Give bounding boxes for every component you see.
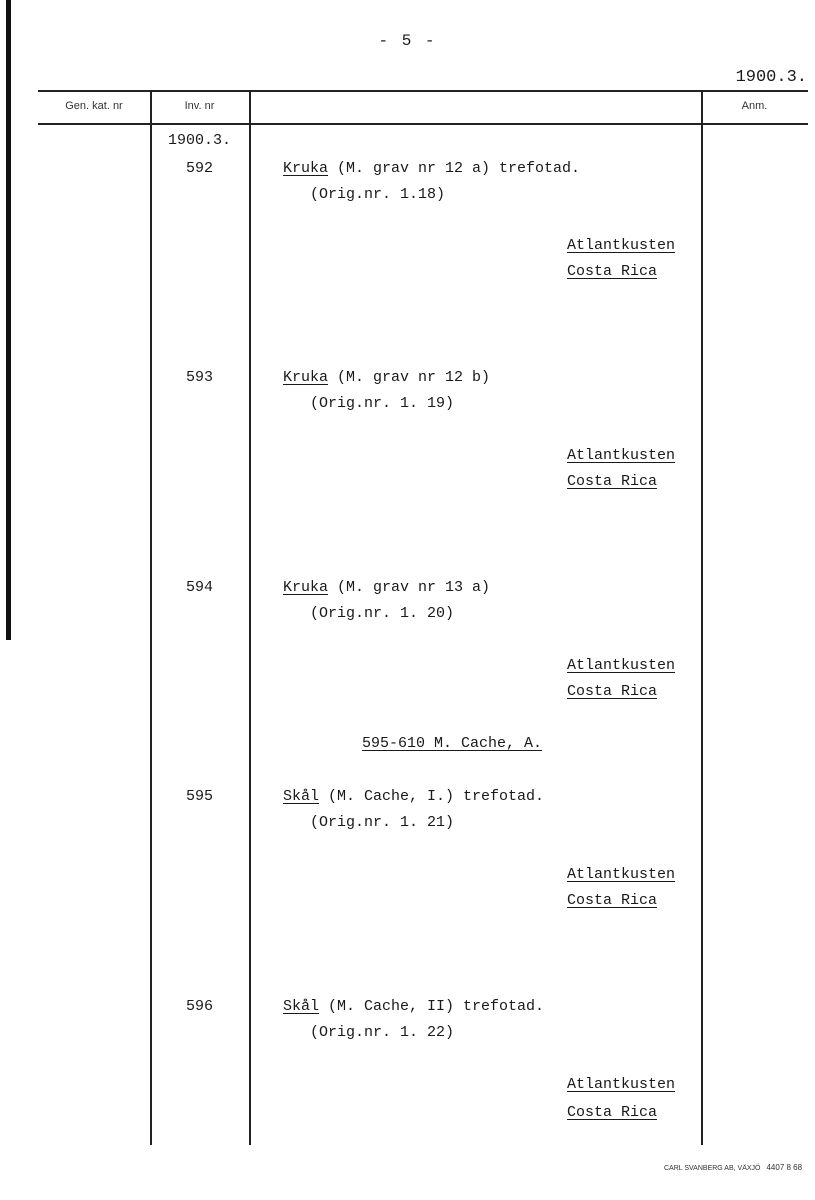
year-header: 1900.3. [735, 68, 807, 87]
inv-number-596: 596 [186, 998, 214, 1015]
original-number: (Orig.nr. 1. 21) [310, 814, 455, 831]
place-line-1: Atlantkusten [567, 447, 676, 464]
header-gen-kat-nr: Gen. kat. nr [65, 100, 123, 112]
original-number: (Orig.nr. 1. 22) [310, 1024, 455, 1041]
form-code: 4407 8 68 [766, 1163, 803, 1172]
object-name: Kruka [283, 369, 329, 386]
table-top-rule [38, 90, 808, 92]
original-number: (Orig.nr. 1. 20) [310, 605, 455, 622]
place-line-2: Costa Rica [567, 263, 658, 280]
header-anm: Anm. [741, 100, 768, 112]
column-divider-1 [150, 90, 152, 1145]
original-number: (Orig.nr. 1. 19) [310, 395, 455, 412]
place-line-1: Atlantkusten [567, 866, 676, 883]
object-name: Kruka [283, 579, 329, 596]
object-details: (M. grav nr 13 a) [328, 579, 491, 596]
entry-description [283, 788, 544, 805]
printer-imprint [664, 1163, 802, 1172]
entry-description [283, 579, 490, 596]
object-details: (M. Cache, II) trefotad. [319, 998, 545, 1015]
object-name: Kruka [283, 160, 329, 177]
object-name: Skål [283, 788, 320, 805]
binder-margin-bar [6, 0, 11, 640]
object-details: (M. Cache, I.) trefotad. [319, 788, 545, 805]
place-line-1: Atlantkusten [567, 1076, 676, 1093]
table-header-rule [38, 123, 808, 125]
object-name: Skål [283, 998, 320, 1015]
section-heading: 595-610 M. Cache, A. [362, 735, 543, 752]
place-line-2: Costa Rica [567, 892, 658, 909]
place-line-1: Atlantkusten [567, 237, 676, 254]
header-inv-nr: Inv. nr [184, 100, 215, 112]
column-divider-3 [701, 90, 703, 1145]
inv-number-593: 593 [186, 369, 214, 386]
entry-description [283, 369, 490, 386]
inv-number-594: 594 [186, 579, 214, 596]
place-line-2: Costa Rica [567, 473, 658, 490]
page-number: - 5 - [378, 32, 437, 50]
place-line-2: Costa Rica [567, 683, 658, 700]
inv-number-595: 595 [186, 788, 214, 805]
place-line-2: Costa Rica [567, 1104, 658, 1121]
column-divider-2 [249, 90, 251, 1145]
year-cell: 1900.3. [168, 132, 232, 149]
object-details: (M. grav nr 12 a) trefotad. [328, 160, 581, 177]
inv-number-592: 592 [186, 160, 214, 177]
printer-name: CARL SVANBERG AB, VÄXJÖ [664, 1165, 761, 1172]
object-details: (M. grav nr 12 b) [328, 369, 491, 386]
original-number: (Orig.nr. 1.18) [310, 186, 446, 203]
entry-description [283, 160, 580, 177]
entry-description [283, 998, 544, 1015]
place-line-1: Atlantkusten [567, 657, 676, 674]
